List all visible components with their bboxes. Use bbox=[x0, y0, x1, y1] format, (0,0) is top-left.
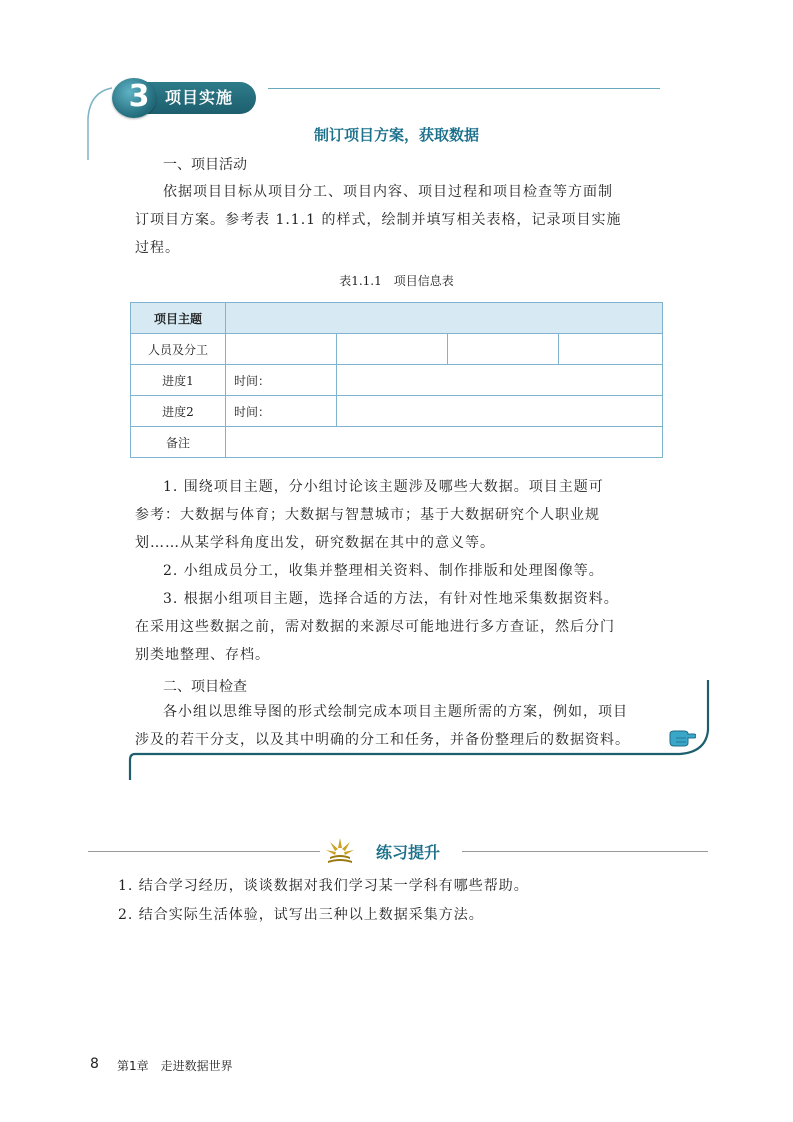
table-cell-progress1-time[interactable]: 时间： bbox=[226, 365, 337, 396]
table-row bbox=[131, 427, 663, 458]
sunrise-icon bbox=[324, 836, 356, 866]
table-cell-notes-label: 备注 bbox=[131, 427, 226, 458]
pointing-hand-icon bbox=[668, 728, 696, 748]
item-3 bbox=[135, 585, 675, 669]
table-row bbox=[131, 334, 663, 365]
table-cell-progress1-label: 进度1 bbox=[131, 365, 226, 396]
header-divider bbox=[268, 88, 660, 89]
table-cell-staff-2[interactable] bbox=[337, 334, 448, 365]
table-cell-progress2-label: 进度2 bbox=[131, 396, 226, 427]
page-number: 8 bbox=[90, 1056, 99, 1072]
section-header-title: 项目实施 bbox=[165, 88, 234, 107]
practice-title: 练习提升 bbox=[376, 843, 441, 862]
table-cell-staff-label: 人员及分工 bbox=[131, 334, 226, 365]
item-line: 在采用这些数据之前，需对数据的来源尽可能地进行多方查证，然后分门 bbox=[135, 619, 615, 635]
table-cell-staff-4[interactable] bbox=[559, 334, 663, 365]
practice-divider-left bbox=[88, 851, 320, 852]
table-cell-topic-value[interactable] bbox=[226, 303, 663, 334]
practice-question-1: 1. 结合学习经历，谈谈数据对我们学习某一学科有哪些帮助。 bbox=[118, 878, 529, 894]
activity-heading: 一、项目活动 bbox=[163, 157, 247, 173]
check-heading: 二、项目检查 bbox=[163, 679, 247, 695]
table-cell-staff-1[interactable] bbox=[226, 334, 337, 365]
intro-line: 依据项目目标从项目分工、项目内容、项目过程和项目检查等方面制 bbox=[163, 184, 613, 200]
practice-divider-right bbox=[462, 851, 708, 852]
chapter-label: 第1章 走进数据世界 bbox=[117, 1059, 233, 1073]
item-line: 3. 根据小组项目主题，选择合适的方法，有针对性地采集数据资料。 bbox=[163, 591, 619, 607]
table-cell-progress2-time[interactable]: 时间： bbox=[226, 396, 337, 427]
item-line: 参考：大数据与体育；大数据与智慧城市；基于大数据研究个人职业规 bbox=[135, 507, 600, 523]
page-title: 制订项目方案，获取数据 bbox=[313, 126, 479, 144]
check-line: 各小组以思维导图的形式绘制完成本项目主题所需的方案，例如，项目 bbox=[163, 704, 628, 720]
project-info-table bbox=[130, 302, 663, 458]
item-line: 划……从某学科角度出发，研究数据在其中的意义等。 bbox=[135, 535, 495, 551]
check-paragraph bbox=[135, 698, 675, 754]
table-row bbox=[131, 365, 663, 396]
table-cell-progress1-content[interactable] bbox=[337, 365, 663, 396]
table-row bbox=[131, 303, 663, 334]
table-cell-progress2-content[interactable] bbox=[337, 396, 663, 427]
intro-line: 过程。 bbox=[135, 240, 180, 256]
table-caption: 表1.1.1 项目信息表 bbox=[339, 274, 454, 288]
table-cell-topic-label: 项目主题 bbox=[131, 303, 226, 334]
item-2: 2. 小组成员分工，收集并整理相关资料、制作排版和处理图像等。 bbox=[163, 563, 604, 579]
item-line: 1. 围绕项目主题，分小组讨论该主题涉及哪些大数据。项目主题可 bbox=[163, 479, 604, 495]
table-cell-staff-3[interactable] bbox=[448, 334, 559, 365]
table-cell-notes-value[interactable] bbox=[226, 427, 663, 458]
intro-paragraph bbox=[135, 178, 675, 262]
table-row bbox=[131, 396, 663, 427]
item-line: 别类地整理、存档。 bbox=[135, 647, 270, 663]
item-1 bbox=[135, 473, 675, 557]
section-number: 3 bbox=[128, 79, 150, 114]
practice-question-2: 2. 结合实际生活体验，试写出三种以上数据采集方法。 bbox=[118, 907, 484, 923]
intro-line: 订项目方案。参考表 1.1.1 的样式，绘制并填写相关表格，记录项目实施 bbox=[135, 212, 622, 228]
check-line: 涉及的若干分支，以及其中明确的分工和任务，并备份整理后的数据资料。 bbox=[135, 732, 630, 748]
